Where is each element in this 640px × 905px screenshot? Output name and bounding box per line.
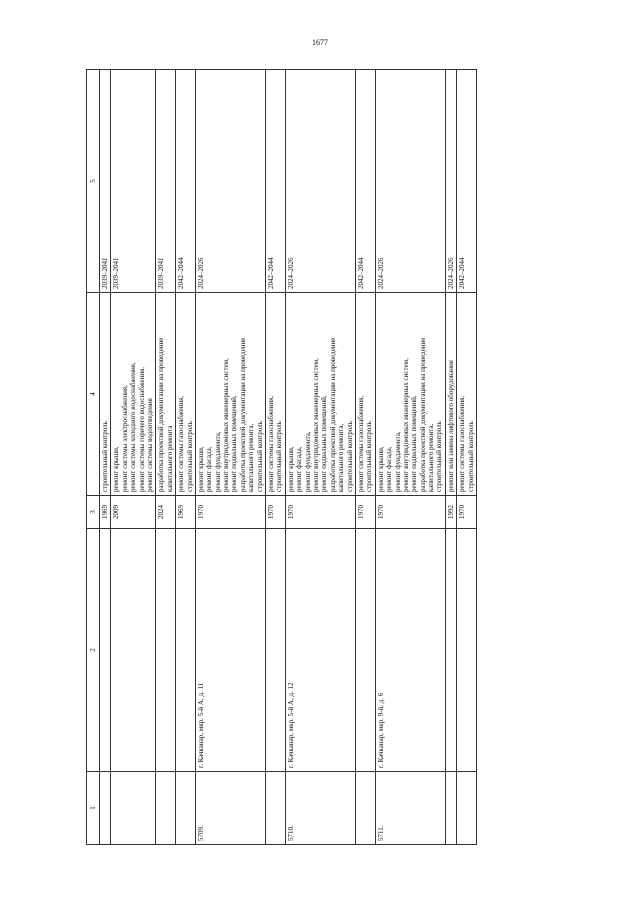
page-number: 1677: [312, 38, 328, 47]
address-cell: [355, 529, 375, 772]
work-types-cell: ремонт системы газоснабжения, строительный контроль: [176, 293, 196, 496]
work-types-cell: ремонт крыши, ремонт системы электроснабжения, ремонт системы холодного водоснабжения, ремонт системы горячего водоснабжения, ремонт системы водоотведения: [111, 293, 156, 496]
period-cell: 2042–2044: [355, 70, 375, 293]
repair-schedule-table: [86, 69, 477, 845]
row-number-cell: 5709.: [195, 772, 265, 845]
year-cell: 1970: [285, 496, 355, 529]
row-number-cell: [100, 772, 111, 845]
address-cell: [156, 529, 176, 772]
row-number-cell: [176, 772, 196, 845]
work-types-cell: ремонт или замена лифтового оборудования: [445, 293, 456, 496]
year-cell: 1970: [195, 496, 265, 529]
work-types-cell: ремонт системы газоснабжения, строительный контроль: [355, 293, 375, 496]
period-cell: 2024–2026: [195, 70, 265, 293]
column-header: 1: [87, 772, 100, 845]
period-cell: 2024–2026: [445, 70, 456, 293]
period-cell: 2039–2041: [100, 70, 111, 293]
year-cell: 2024: [156, 496, 176, 529]
address-cell: [266, 529, 286, 772]
table-row: [355, 70, 375, 845]
row-number-cell: [266, 772, 286, 845]
rotated-table-wrapper: [86, 45, 606, 845]
row-number-cell: 5711.: [375, 772, 445, 845]
address-cell: [457, 529, 477, 772]
period-cell: 2042–2044: [457, 70, 477, 293]
row-number-cell: [156, 772, 176, 845]
address-cell: г. Качканар, мкр. 5-й А, д. 12: [285, 529, 355, 772]
period-cell: 2042–2044: [176, 70, 196, 293]
period-cell: 2039–2041: [111, 70, 156, 293]
row-number-cell: [445, 772, 456, 845]
work-types-cell: разработка проектной документации на проведение капитального ремонта: [156, 293, 176, 496]
column-header: 5: [87, 70, 100, 293]
work-types-cell: ремонт системы газоснабжения, строительный контроль: [457, 293, 477, 496]
table-row: [266, 70, 286, 845]
year-cell: 1970: [457, 496, 477, 529]
table-body: [100, 70, 477, 845]
table-row: [100, 70, 111, 845]
table-row: [457, 70, 477, 845]
table-row: [285, 70, 355, 845]
column-header: 2: [87, 529, 100, 772]
work-types-cell: ремонт системы газоснабжения, строительный контроль: [266, 293, 286, 496]
row-number-cell: [111, 772, 156, 845]
work-types-cell: строительный контроль: [100, 293, 111, 496]
year-cell: 1970: [355, 496, 375, 529]
period-cell: 2024–2026: [375, 70, 445, 293]
address-cell: г. Качканар, мкр. 5-й А, д. 11: [195, 529, 265, 772]
address-cell: [111, 529, 156, 772]
year-cell: 1992: [445, 496, 456, 529]
work-types-cell: ремонт крыши, ремонт фасада, ремонт фундамента, ремонт внутридомовых инженерных систем, ремонт подвальных помещений, разработка проектной документации на проведение капитального ремонта, строительный контроль: [285, 293, 355, 496]
table-header-row: [87, 70, 100, 845]
table-row: [375, 70, 445, 845]
period-cell: 2039–2041: [156, 70, 176, 293]
address-cell: [100, 529, 111, 772]
year-cell: 1970: [266, 496, 286, 529]
year-cell: 1969: [176, 496, 196, 529]
year-cell: 1970: [375, 496, 445, 529]
period-cell: 2024–2026: [285, 70, 355, 293]
row-number-cell: [457, 772, 477, 845]
table-row: [111, 70, 156, 845]
row-number-cell: 5710.: [285, 772, 355, 845]
address-cell: г. Качканар, мкр. 9-й, д. 6: [375, 529, 445, 772]
period-cell: 2042–2044: [266, 70, 286, 293]
row-number-cell: [355, 772, 375, 845]
work-types-cell: ремонт крыши, ремонт фасада, ремонт фундамента, ремонт внутридомовых инженерных систем, ремонт подвальных помещений, разработка проектной документации на проведение капитального ремонта, строительный контроль: [375, 293, 445, 496]
address-cell: [445, 529, 456, 772]
work-types-cell: ремонт крыши, ремонт фасада, ремонт фундамента, ремонт внутридомовых инженерных систем, ремонт подвальных помещений, разработка проектной документации на проведение капитального ремонта, строительный контроль: [195, 293, 265, 496]
table-row: [445, 70, 456, 845]
column-header: 3: [87, 496, 100, 529]
column-header: 4: [87, 293, 100, 496]
address-cell: [176, 529, 196, 772]
table-row: [195, 70, 265, 845]
year-cell: 2009: [111, 496, 156, 529]
year-cell: 1969: [100, 496, 111, 529]
table-row: [176, 70, 196, 845]
table-row: [156, 70, 176, 845]
